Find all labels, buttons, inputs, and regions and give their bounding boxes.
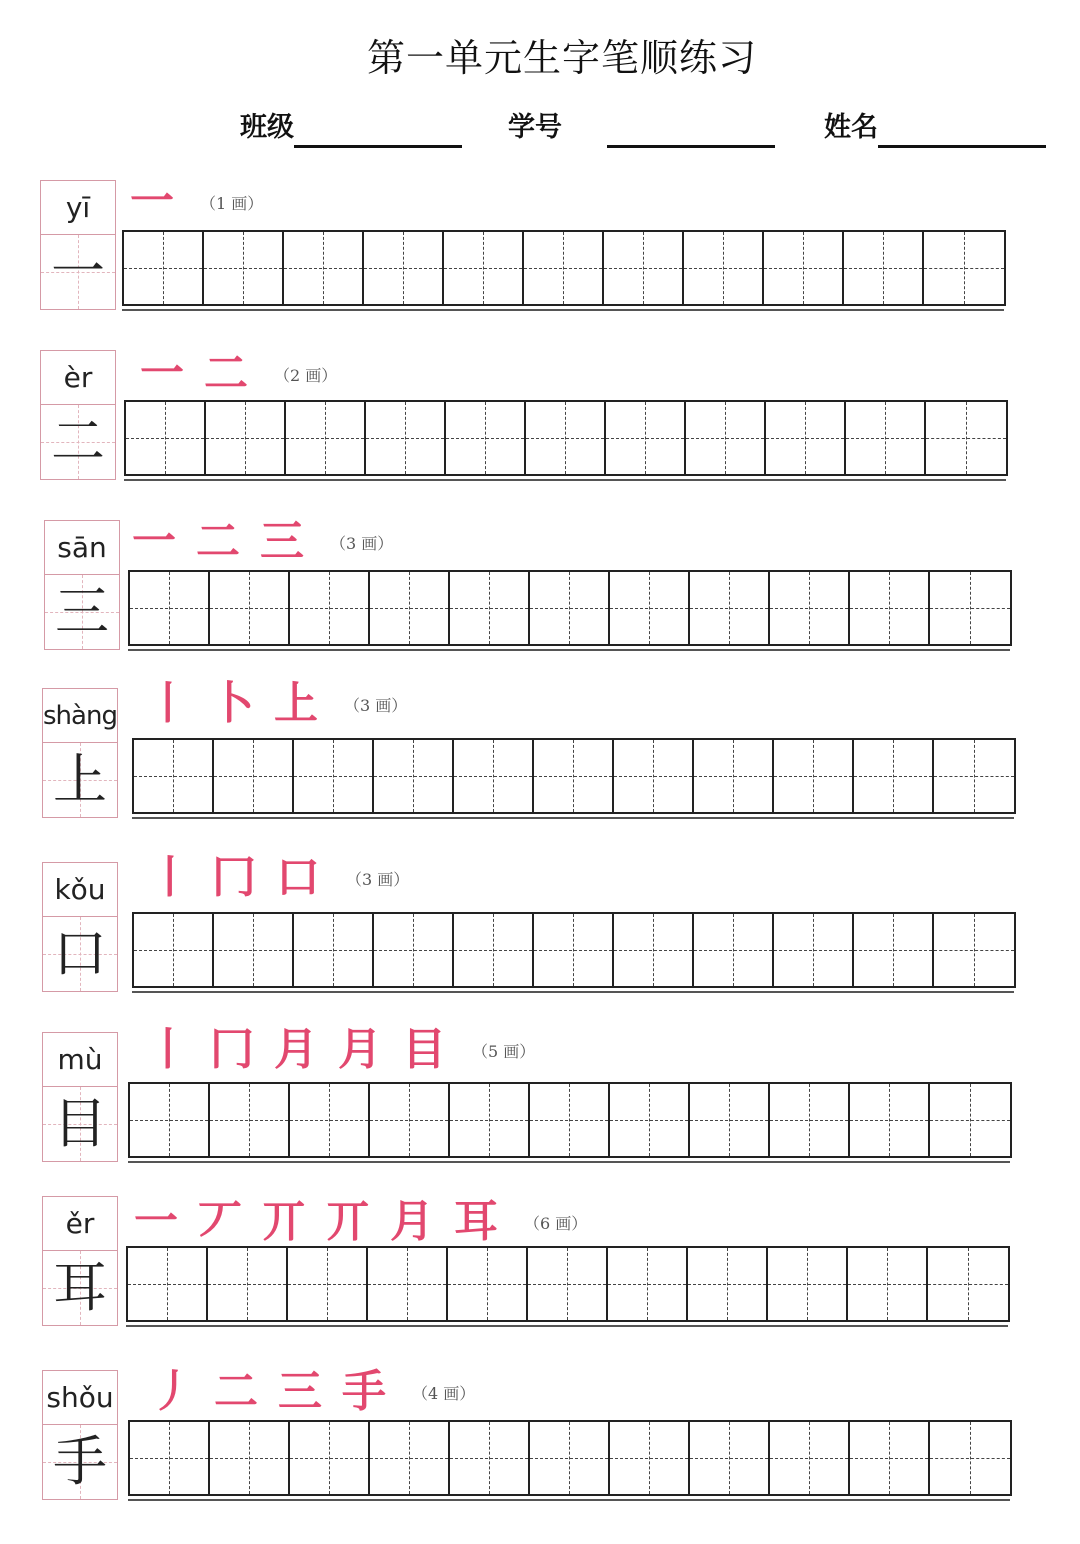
writing-cell[interactable]: [610, 572, 690, 644]
writing-grid: [132, 738, 1016, 814]
writing-cell[interactable]: [924, 232, 1004, 304]
stroke-count: （3 画）: [330, 533, 394, 553]
writing-cell[interactable]: [926, 402, 1006, 474]
character-box: [43, 917, 117, 991]
writing-cell[interactable]: [930, 1084, 1010, 1156]
writing-grid: [124, 400, 1008, 476]
stroke-step: 月: [338, 1024, 382, 1075]
stroke-step: 一: [140, 348, 184, 399]
writing-cell[interactable]: [850, 1084, 930, 1156]
writing-cell[interactable]: [368, 1248, 448, 1320]
grid-baseline: [132, 817, 1014, 819]
writing-cell[interactable]: [686, 402, 766, 474]
writing-cell[interactable]: [528, 1248, 608, 1320]
grid-baseline: [124, 479, 1006, 481]
model-character: 二: [51, 410, 105, 473]
stroke-step: 手: [342, 1366, 386, 1417]
writing-cell[interactable]: [530, 1084, 610, 1156]
character-card: [40, 350, 116, 480]
stroke-step: 目: [402, 1024, 446, 1075]
writing-cell[interactable]: [850, 572, 930, 644]
character-box: [43, 1425, 117, 1499]
stroke-step: 一: [132, 516, 176, 567]
stroke-order-sequence: [130, 174, 263, 230]
writing-cell[interactable]: [366, 402, 446, 474]
student-no-label: 学号: [508, 112, 562, 143]
writing-cell[interactable]: [530, 572, 610, 644]
stroke-step: 月: [274, 1024, 318, 1075]
writing-cell[interactable]: [210, 1084, 290, 1156]
character-card: [42, 862, 118, 992]
writing-grid: [128, 1082, 1012, 1158]
model-character: 一: [51, 240, 105, 303]
name-label: 姓名: [824, 112, 878, 143]
writing-cell[interactable]: [448, 1248, 528, 1320]
writing-grid: [132, 912, 1016, 988]
writing-cell[interactable]: [774, 740, 854, 812]
character-card: [42, 1032, 118, 1162]
writing-cell[interactable]: [130, 1422, 210, 1494]
writing-cell[interactable]: [130, 1084, 210, 1156]
stroke-order-sequence: [146, 1022, 535, 1078]
grid-baseline: [128, 1499, 1010, 1501]
writing-cell[interactable]: [290, 572, 370, 644]
writing-cell[interactable]: [206, 402, 286, 474]
pinyin-label: mù: [43, 1033, 117, 1087]
stroke-step: 二: [214, 1366, 258, 1417]
stroke-count: （6 画）: [524, 1213, 588, 1233]
grid-baseline: [132, 991, 1014, 993]
model-character: 手: [53, 1430, 107, 1493]
writing-grid: [122, 230, 1006, 306]
name-field[interactable]: [824, 108, 1046, 150]
stroke-step: 丌: [326, 1196, 370, 1247]
grid-baseline: [128, 649, 1010, 651]
stroke-count: （3 画）: [344, 695, 408, 715]
stroke-count: （5 画）: [472, 1041, 536, 1061]
stroke-order-sequence: [148, 850, 409, 906]
character-card: [40, 180, 116, 310]
writing-cell[interactable]: [770, 572, 850, 644]
writing-cell[interactable]: [610, 1422, 690, 1494]
writing-cell[interactable]: [446, 402, 526, 474]
writing-cell[interactable]: [770, 1084, 850, 1156]
writing-cell[interactable]: [364, 232, 444, 304]
writing-cell[interactable]: [530, 1422, 610, 1494]
model-character: 三: [55, 580, 109, 643]
writing-cell[interactable]: [764, 232, 844, 304]
writing-grid: [128, 570, 1012, 646]
character-card: [42, 688, 118, 818]
stroke-order-sequence: [146, 676, 407, 732]
writing-cell[interactable]: [210, 572, 290, 644]
writing-cell[interactable]: [454, 740, 534, 812]
character-box: [43, 743, 117, 817]
writing-cell[interactable]: [210, 1422, 290, 1494]
writing-cell[interactable]: [766, 402, 846, 474]
writing-cell[interactable]: [854, 740, 934, 812]
class-blank[interactable]: [294, 113, 462, 148]
writing-cell[interactable]: [288, 1248, 368, 1320]
writing-cell[interactable]: [128, 1248, 208, 1320]
writing-cell[interactable]: [214, 740, 294, 812]
grid-baseline: [122, 309, 1004, 311]
writing-cell[interactable]: [290, 1422, 370, 1494]
pinyin-label: shàng: [43, 689, 117, 743]
writing-cell[interactable]: [204, 232, 284, 304]
writing-cell[interactable]: [290, 1084, 370, 1156]
writing-cell[interactable]: [768, 1248, 848, 1320]
writing-cell[interactable]: [934, 914, 1014, 986]
writing-cell[interactable]: [294, 740, 374, 812]
writing-cell[interactable]: [370, 1422, 450, 1494]
writing-cell[interactable]: [606, 402, 686, 474]
writing-cell[interactable]: [214, 914, 294, 986]
character-box: [41, 235, 115, 309]
writing-cell[interactable]: [450, 1422, 530, 1494]
writing-cell[interactable]: [124, 232, 204, 304]
writing-cell[interactable]: [690, 572, 770, 644]
writing-cell[interactable]: [534, 740, 614, 812]
stroke-count: （1 画）: [200, 193, 264, 213]
stroke-order-sequence: [140, 346, 337, 402]
writing-cell[interactable]: [694, 740, 774, 812]
writing-cell[interactable]: [850, 1422, 930, 1494]
writing-cell[interactable]: [608, 1248, 688, 1320]
stroke-step: 冂: [210, 1024, 254, 1075]
writing-cell[interactable]: [690, 1422, 770, 1494]
writing-cell[interactable]: [444, 232, 524, 304]
stroke-step: 三: [278, 1366, 322, 1417]
character-box: [45, 575, 119, 649]
stroke-step: 冂: [212, 852, 256, 903]
model-character: 目: [53, 1092, 107, 1155]
stroke-step: 丨: [148, 852, 192, 903]
stroke-step: 一: [130, 176, 174, 227]
character-box: [43, 1087, 117, 1161]
character-card: [44, 520, 120, 650]
writing-cell[interactable]: [524, 232, 604, 304]
stroke-count: （3 画）: [346, 869, 410, 889]
stroke-step: 丆: [198, 1196, 242, 1247]
writing-cell[interactable]: [930, 1422, 1010, 1494]
writing-cell[interactable]: [928, 1248, 1008, 1320]
writing-cell[interactable]: [848, 1248, 928, 1320]
writing-cell[interactable]: [294, 914, 374, 986]
stroke-step: 耳: [454, 1196, 498, 1247]
stroke-step: 上: [274, 678, 318, 729]
writing-cell[interactable]: [690, 1084, 770, 1156]
writing-cell[interactable]: [134, 914, 214, 986]
character-box: [41, 405, 115, 479]
writing-cell[interactable]: [284, 232, 364, 304]
stroke-order-sequence: [132, 514, 393, 570]
writing-cell[interactable]: [770, 1422, 850, 1494]
writing-cell[interactable]: [454, 914, 534, 986]
grid-baseline: [128, 1161, 1010, 1163]
name-blank[interactable]: [878, 113, 1046, 148]
writing-grid: [126, 1246, 1010, 1322]
writing-cell[interactable]: [130, 572, 210, 644]
stroke-step: 丨: [146, 678, 190, 729]
pinyin-label: ěr: [43, 1197, 117, 1251]
writing-cell[interactable]: [684, 232, 764, 304]
stroke-step: 卜: [210, 678, 254, 729]
pinyin-label: yī: [41, 181, 115, 235]
writing-cell[interactable]: [930, 572, 1010, 644]
model-character: 口: [53, 922, 107, 985]
student-no-blank[interactable]: [607, 113, 775, 148]
stroke-step: 三: [260, 516, 304, 567]
model-character: 耳: [53, 1256, 107, 1319]
class-label: 班级: [240, 112, 294, 143]
pinyin-label: kǒu: [43, 863, 117, 917]
stroke-step: 丿: [150, 1366, 194, 1417]
writing-cell[interactable]: [694, 914, 774, 986]
writing-cell[interactable]: [374, 740, 454, 812]
page-title: 第一单元生字笔顺练习: [366, 36, 757, 80]
writing-cell[interactable]: [846, 402, 926, 474]
stroke-order-sequence: [134, 1194, 587, 1250]
stroke-step: 月: [390, 1196, 434, 1247]
writing-cell[interactable]: [610, 1084, 690, 1156]
class-field[interactable]: [240, 108, 462, 150]
writing-cell[interactable]: [854, 914, 934, 986]
grid-baseline: [126, 1325, 1008, 1327]
writing-cell[interactable]: [604, 232, 684, 304]
writing-cell[interactable]: [374, 914, 454, 986]
stroke-step: 口: [276, 852, 320, 903]
writing-cell[interactable]: [688, 1248, 768, 1320]
writing-cell[interactable]: [286, 402, 366, 474]
writing-cell[interactable]: [450, 572, 530, 644]
writing-cell[interactable]: [774, 914, 854, 986]
writing-cell[interactable]: [614, 740, 694, 812]
writing-cell[interactable]: [844, 232, 924, 304]
pinyin-label: shǒu: [43, 1371, 117, 1425]
stroke-count: （4 画）: [412, 1383, 476, 1403]
stroke-step: 丌: [262, 1196, 306, 1247]
pinyin-label: sān: [45, 521, 119, 575]
writing-cell[interactable]: [370, 572, 450, 644]
student-no-field[interactable]: [508, 108, 775, 150]
writing-cell[interactable]: [534, 914, 614, 986]
character-card: [42, 1196, 118, 1326]
stroke-step: 丨: [146, 1024, 190, 1075]
writing-cell[interactable]: [614, 914, 694, 986]
writing-cell[interactable]: [134, 740, 214, 812]
writing-cell[interactable]: [526, 402, 606, 474]
character-box: [43, 1251, 117, 1325]
stroke-step: 一: [134, 1196, 178, 1247]
pinyin-label: èr: [41, 351, 115, 405]
model-character: 上: [53, 748, 107, 811]
writing-cell[interactable]: [450, 1084, 530, 1156]
writing-grid: [128, 1420, 1012, 1496]
writing-cell[interactable]: [208, 1248, 288, 1320]
stroke-order-sequence: [150, 1364, 475, 1420]
stroke-step: 二: [196, 516, 240, 567]
writing-cell[interactable]: [934, 740, 1014, 812]
stroke-step: 二: [204, 348, 248, 399]
writing-cell[interactable]: [370, 1084, 450, 1156]
character-card: [42, 1370, 118, 1500]
writing-cell[interactable]: [126, 402, 206, 474]
stroke-count: （2 画）: [274, 365, 338, 385]
